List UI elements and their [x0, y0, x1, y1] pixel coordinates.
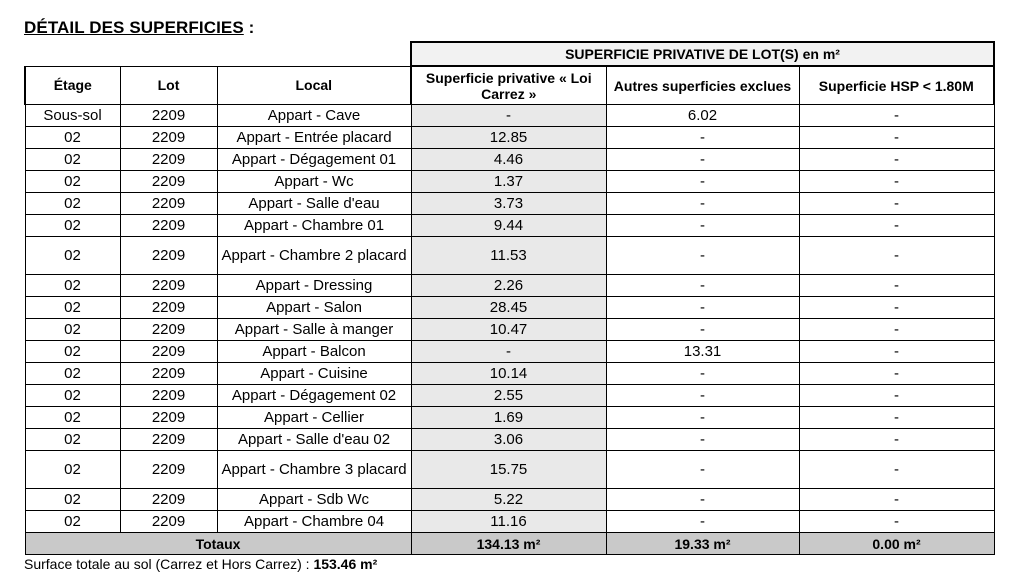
table-row: [25, 297, 994, 319]
cell-lot: 2209: [120, 319, 217, 341]
total-surface-value: 153.46 m²: [313, 556, 378, 572]
cell-hsp: -: [799, 451, 994, 489]
totals-hsp: 0.00 m²: [799, 533, 994, 555]
cell-hsp: -: [799, 171, 994, 193]
cell-local: Appart - Sdb Wc: [217, 489, 411, 511]
cell-local: Appart - Wc: [217, 171, 411, 193]
cell-autres: -: [606, 319, 799, 341]
cell-lot: 2209: [120, 275, 217, 297]
cell-etage: 02: [25, 149, 120, 171]
cell-carrez: 10.47: [411, 319, 606, 341]
cell-carrez: 4.46: [411, 149, 606, 171]
table-row: [25, 215, 994, 237]
cell-etage: 02: [25, 127, 120, 149]
cell-autres: -: [606, 385, 799, 407]
cell-carrez: 10.14: [411, 363, 606, 385]
cell-lot: 2209: [120, 429, 217, 451]
cell-local: Appart - Cave: [217, 105, 411, 127]
cell-carrez: 15.75: [411, 451, 606, 489]
cell-local: Appart - Salle d'eau 02: [217, 429, 411, 451]
cell-lot: 2209: [120, 407, 217, 429]
cell-carrez: 5.22: [411, 489, 606, 511]
cell-carrez: 28.45: [411, 297, 606, 319]
section-title-text: DÉTAIL DES SUPERFICIES: [24, 18, 244, 37]
cell-local: Appart - Dégagement 02: [217, 385, 411, 407]
cell-hsp: -: [799, 407, 994, 429]
cell-etage: 02: [25, 511, 120, 533]
cell-local: Appart - Chambre 04: [217, 511, 411, 533]
cell-carrez: 2.26: [411, 275, 606, 297]
cell-etage: 02: [25, 489, 120, 511]
cell-lot: 2209: [120, 237, 217, 275]
cell-lot: 2209: [120, 341, 217, 363]
cell-etage: 02: [25, 193, 120, 215]
cell-autres: -: [606, 171, 799, 193]
cell-lot: 2209: [120, 171, 217, 193]
cell-etage: 02: [25, 275, 120, 297]
cell-etage: 02: [25, 363, 120, 385]
cell-autres: -: [606, 451, 799, 489]
cell-local: Appart - Balcon: [217, 341, 411, 363]
table-row: [25, 193, 994, 215]
cell-hsp: -: [799, 105, 994, 127]
cell-etage: 02: [25, 319, 120, 341]
cell-carrez: 9.44: [411, 215, 606, 237]
cell-local: Appart - Salle d'eau: [217, 193, 411, 215]
cell-hsp: -: [799, 511, 994, 533]
table-row: [25, 489, 994, 511]
cell-local: Appart - Cuisine: [217, 363, 411, 385]
table-row: [25, 127, 994, 149]
cell-etage: 02: [25, 215, 120, 237]
cell-local: Appart - Salle à manger: [217, 319, 411, 341]
cell-etage: 02: [25, 341, 120, 363]
table-row: [25, 237, 994, 275]
cell-etage: 02: [25, 237, 120, 275]
cell-carrez: 12.85: [411, 127, 606, 149]
cell-hsp: -: [799, 275, 994, 297]
cell-carrez: -: [411, 105, 606, 127]
table-row: [25, 105, 994, 127]
cell-autres: -: [606, 429, 799, 451]
cell-local: Appart - Salon: [217, 297, 411, 319]
cell-autres: -: [606, 297, 799, 319]
table-row: [25, 171, 994, 193]
cell-hsp: -: [799, 193, 994, 215]
cell-autres: -: [606, 193, 799, 215]
table-row: [25, 275, 994, 297]
cell-lot: 2209: [120, 215, 217, 237]
table-row: [25, 341, 994, 363]
table-row: [25, 363, 994, 385]
table-row: [25, 319, 994, 341]
cell-carrez: 2.55: [411, 385, 606, 407]
col-header-lot: Lot: [120, 66, 217, 105]
cell-etage: 02: [25, 451, 120, 489]
col-header-local: Local: [217, 66, 411, 105]
cell-autres: -: [606, 237, 799, 275]
table-row: [25, 407, 994, 429]
cell-autres: -: [606, 407, 799, 429]
cell-etage: 02: [25, 429, 120, 451]
cell-local: Appart - Cellier: [217, 407, 411, 429]
cell-etage: 02: [25, 171, 120, 193]
cell-hsp: -: [799, 429, 994, 451]
cell-carrez: 1.69: [411, 407, 606, 429]
cell-autres: -: [606, 127, 799, 149]
total-surface-note: [24, 556, 377, 572]
col-header-etage: Étage: [25, 66, 120, 105]
cell-local: Appart - Entrée placard: [217, 127, 411, 149]
cell-etage: 02: [25, 297, 120, 319]
cell-autres: -: [606, 511, 799, 533]
header-spacer: [25, 42, 411, 66]
cell-autres: -: [606, 149, 799, 171]
cell-carrez: 11.53: [411, 237, 606, 275]
totals-label: Totaux: [25, 533, 411, 555]
cell-autres: -: [606, 215, 799, 237]
cell-hsp: -: [799, 489, 994, 511]
cell-carrez: 1.37: [411, 171, 606, 193]
cell-autres: 13.31: [606, 341, 799, 363]
cell-hsp: -: [799, 341, 994, 363]
cell-lot: 2209: [120, 363, 217, 385]
cell-carrez: 11.16: [411, 511, 606, 533]
cell-carrez: 3.06: [411, 429, 606, 451]
cell-hsp: -: [799, 127, 994, 149]
table-row: [25, 429, 994, 451]
cell-local: Appart - Dressing: [217, 275, 411, 297]
table-row: [25, 451, 994, 489]
section-title-suffix: :: [243, 18, 255, 37]
cell-lot: 2209: [120, 105, 217, 127]
cell-autres: -: [606, 363, 799, 385]
section-title: [24, 18, 254, 38]
totals-autres: 19.33 m²: [606, 533, 799, 555]
cell-hsp: -: [799, 149, 994, 171]
cell-lot: 2209: [120, 297, 217, 319]
cell-hsp: -: [799, 237, 994, 275]
cell-local: Appart - Chambre 2 placard: [217, 237, 411, 275]
cell-hsp: -: [799, 319, 994, 341]
cell-autres: -: [606, 275, 799, 297]
surfaces-table: [24, 41, 995, 555]
col-header-carrez: Superficie privative « Loi Carrez »: [411, 66, 606, 105]
table-row: [25, 385, 994, 407]
cell-local: Appart - Dégagement 01: [217, 149, 411, 171]
col-header-hsp: Superficie HSP < 1.80M: [799, 66, 994, 105]
cell-autres: -: [606, 489, 799, 511]
cell-lot: 2209: [120, 451, 217, 489]
col-header-autres: Autres superficies exclues: [606, 66, 799, 105]
cell-local: Appart - Chambre 3 placard: [217, 451, 411, 489]
cell-lot: 2209: [120, 385, 217, 407]
total-surface-label: Surface totale au sol (Carrez et Hors Carrez) :: [24, 556, 314, 572]
cell-etage: 02: [25, 385, 120, 407]
cell-autres: 6.02: [606, 105, 799, 127]
cell-lot: 2209: [120, 149, 217, 171]
totals-carrez: 134.13 m²: [411, 533, 606, 555]
cell-hsp: -: [799, 215, 994, 237]
table-body: [25, 105, 994, 533]
cell-local: Appart - Chambre 01: [217, 215, 411, 237]
cell-hsp: -: [799, 385, 994, 407]
table-row: [25, 511, 994, 533]
cell-etage: 02: [25, 407, 120, 429]
cell-lot: 2209: [120, 193, 217, 215]
table-row: [25, 149, 994, 171]
cell-hsp: -: [799, 363, 994, 385]
cell-lot: 2209: [120, 511, 217, 533]
group-header: SUPERFICIE PRIVATIVE DE LOT(S) en m²: [411, 42, 994, 66]
cell-lot: 2209: [120, 489, 217, 511]
cell-etage: Sous-sol: [25, 105, 120, 127]
cell-lot: 2209: [120, 127, 217, 149]
cell-carrez: 3.73: [411, 193, 606, 215]
cell-hsp: -: [799, 297, 994, 319]
cell-carrez: -: [411, 341, 606, 363]
